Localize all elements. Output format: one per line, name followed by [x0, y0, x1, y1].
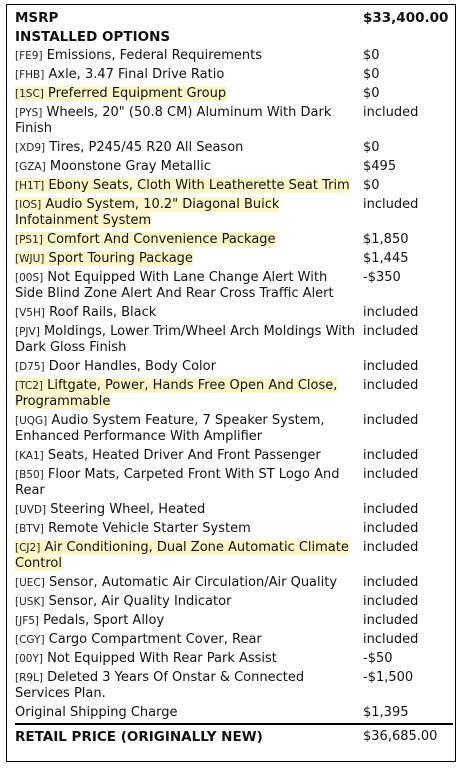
option-description: [15, 650, 363, 669]
option-description: [15, 177, 363, 196]
option-name: Comfort And Convenience Package: [47, 232, 276, 247]
option-price: included: [363, 594, 419, 609]
option-price: $0: [363, 178, 380, 193]
option-text: [15, 502, 205, 517]
option-price: included: [363, 632, 419, 647]
option-price: $1,850: [363, 232, 409, 247]
option-name: Seats, Heated Driver And Front Passenger: [47, 448, 321, 463]
option-name: Sensor, Automatic Air Circulation/Air Quality: [49, 575, 338, 590]
option-text: [15, 613, 164, 628]
option-text: [15, 467, 340, 498]
option-code: [PS1]: [15, 234, 43, 246]
option-description: [15, 323, 363, 358]
option-code: [KA1]: [15, 450, 44, 462]
option-row: [15, 631, 453, 650]
option-code: [FE9]: [15, 50, 43, 62]
option-description: [15, 669, 363, 704]
option-name: Steering Wheel, Heated: [50, 502, 206, 517]
option-row: [15, 158, 453, 177]
option-text: [15, 270, 334, 301]
option-row: [15, 593, 453, 612]
option-text: [15, 105, 331, 136]
option-code: [JF5]: [15, 615, 40, 627]
option-row: [15, 269, 453, 304]
option-code: [CJ2]: [15, 542, 41, 554]
option-description: [15, 574, 363, 593]
option-description: [15, 412, 363, 447]
option-row: [15, 139, 453, 158]
option-code: [PYS]: [15, 107, 43, 119]
option-row: [15, 231, 453, 250]
installed-options-heading: INSTALLED OPTIONS: [15, 29, 171, 45]
option-name: Wheels, 20" (50.8 CM) Aluminum With Dark Finish: [15, 105, 332, 136]
shipping-label: Original Shipping Charge: [15, 705, 178, 720]
option-code: [R9L]: [15, 672, 44, 684]
option-description: [15, 304, 363, 323]
option-description: [15, 47, 363, 66]
option-price: included: [363, 502, 419, 517]
option-name: Remote Vehicle Starter System: [48, 521, 251, 536]
highlighted-option-text: [15, 232, 276, 247]
option-code: [V5H]: [15, 307, 45, 319]
option-description: [15, 520, 363, 539]
option-rows: [15, 47, 453, 704]
option-price: $1,445: [363, 251, 409, 266]
option-description: [15, 85, 363, 104]
option-price: included: [363, 197, 419, 212]
option-name: Axle, 3.47 Final Drive Ratio: [48, 67, 225, 82]
option-description: [15, 250, 363, 269]
option-row: [15, 85, 453, 104]
total-row: [15, 724, 453, 747]
option-row: [15, 650, 453, 669]
option-code: [WJU]: [15, 253, 45, 265]
highlighted-option-text: [15, 540, 349, 571]
option-row: [15, 323, 453, 358]
option-name: Tires, P245/45 R20 All Season: [49, 140, 244, 155]
option-price: included: [363, 448, 419, 463]
option-code: [D75]: [15, 361, 45, 373]
option-text: [15, 651, 277, 666]
option-code: [CGY]: [15, 634, 45, 646]
option-price: included: [363, 359, 419, 374]
option-code: [00Y]: [15, 653, 43, 665]
option-row: [15, 669, 453, 704]
option-name: Door Handles, Body Color: [48, 359, 216, 374]
option-text: [15, 521, 251, 536]
option-description: [15, 104, 363, 139]
highlighted-option-text: [15, 86, 226, 101]
highlighted-option-text: [15, 378, 337, 409]
option-description: [15, 631, 363, 650]
option-price: $495: [363, 159, 397, 174]
option-description: [15, 593, 363, 612]
option-name: Ebony Seats, Cloth With Leatherette Seat Trim: [48, 178, 350, 193]
option-row: [15, 539, 453, 574]
option-name: Deleted 3 Years Of Onstar & Connected Services Plan.: [15, 670, 305, 701]
option-row: [15, 412, 453, 447]
option-description: [15, 196, 363, 231]
option-description: [15, 612, 363, 631]
option-text: [15, 632, 262, 647]
option-price: included: [363, 324, 419, 339]
shipping-row: [15, 704, 453, 724]
option-row: [15, 358, 453, 377]
option-description: [15, 358, 363, 377]
option-row: [15, 377, 453, 412]
option-text: [15, 159, 211, 174]
msrp-label: MSRP: [15, 10, 59, 26]
option-row: [15, 196, 453, 231]
option-code: [B50]: [15, 469, 44, 481]
option-name: Moldings, Lower Trim/Wheel Arch Moldings With Dark Gloss Finish: [15, 324, 356, 355]
option-row: [15, 304, 453, 323]
option-price: $0: [363, 48, 380, 63]
option-code: [BTV]: [15, 523, 44, 535]
section-header-row: [15, 28, 453, 47]
option-text: [15, 140, 243, 155]
option-code: [H1T]: [15, 180, 45, 192]
option-name: Not Equipped With Lane Change Alert With Side Blind Zone Alert And Rear Cross Traffic Alert: [15, 270, 334, 301]
option-code: [XD9]: [15, 142, 46, 154]
option-price: -$350: [363, 270, 401, 285]
total-label: RETAIL PRICE (ORIGINALLY NEW): [15, 724, 363, 747]
option-code: [TC2]: [15, 380, 44, 392]
option-description: [15, 466, 363, 501]
total-value: $36,685.00: [363, 724, 453, 747]
option-description: [15, 447, 363, 466]
msrp-row: [15, 9, 453, 28]
option-text: [15, 67, 224, 82]
highlighted-option-text: [15, 178, 350, 193]
option-row: [15, 177, 453, 196]
option-code: [FHB]: [15, 69, 45, 81]
option-description: [15, 231, 363, 250]
option-price: included: [363, 575, 419, 590]
option-name: Emissions, Federal Requirements: [46, 48, 263, 63]
window-sticker: [6, 4, 456, 762]
option-price: included: [363, 105, 419, 120]
option-text: [15, 324, 355, 355]
option-text: [15, 48, 262, 63]
option-name: Audio System Feature, 7 Speaker System, Enhanced Performance With Amplifier: [15, 413, 325, 444]
option-price: -$50: [363, 651, 393, 666]
option-row: [15, 501, 453, 520]
option-description: [15, 139, 363, 158]
option-code: [00S]: [15, 272, 44, 284]
shipping-value: $1,395: [363, 705, 409, 720]
option-name: Sensor, Air Quality Indicator: [48, 594, 232, 609]
highlighted-option-text: [15, 197, 279, 228]
option-name: Roof Rails, Black: [49, 305, 157, 320]
option-text: [15, 670, 304, 701]
options-table: [15, 9, 453, 747]
option-description: [15, 539, 363, 574]
option-description: [15, 377, 363, 412]
option-price: -$1,500: [363, 670, 414, 685]
option-row: [15, 104, 453, 139]
option-row: [15, 574, 453, 593]
option-description: [15, 66, 363, 85]
option-row: [15, 466, 453, 501]
option-code: [UQG]: [15, 415, 48, 427]
option-row: [15, 447, 453, 466]
option-code: [IOS]: [15, 199, 42, 211]
option-name: Pedals, Sport Alloy: [43, 613, 165, 628]
option-code: [USK]: [15, 596, 45, 608]
option-code: [PJV]: [15, 326, 40, 338]
option-row: [15, 612, 453, 631]
option-price: included: [363, 413, 419, 428]
msrp-value: $33,400.00: [363, 10, 449, 26]
option-name: Moonstone Gray Metallic: [49, 159, 211, 174]
option-description: [15, 158, 363, 177]
option-name: Not Equipped With Rear Park Assist: [47, 651, 277, 666]
option-row: [15, 520, 453, 539]
option-price: included: [363, 467, 419, 482]
option-code: [GZA]: [15, 161, 46, 173]
option-price: $0: [363, 86, 380, 101]
option-price: included: [363, 305, 419, 320]
option-name: Floor Mats, Carpeted Front With ST Logo And Rear: [15, 467, 340, 498]
highlighted-option-text: [15, 251, 193, 266]
option-row: [15, 250, 453, 269]
option-name: Sport Touring Package: [48, 251, 193, 266]
option-text: [15, 594, 231, 609]
option-text: [15, 305, 156, 320]
option-price: included: [363, 613, 419, 628]
option-name: Cargo Compartment Cover, Rear: [48, 632, 262, 647]
option-code: [UEC]: [15, 577, 45, 589]
option-name: Liftgate, Power, Hands Free Open And Close, Programmable: [15, 378, 338, 409]
option-row: [15, 66, 453, 85]
option-price: $0: [363, 67, 380, 82]
option-name: Preferred Equipment Group: [48, 86, 227, 101]
option-name: Air Conditioning, Dual Zone Automatic Climate Control: [15, 540, 349, 571]
option-description: [15, 269, 363, 304]
option-code: [UVD]: [15, 504, 47, 516]
option-price: included: [363, 378, 419, 393]
option-price: included: [363, 521, 419, 536]
option-text: [15, 359, 216, 374]
option-code: [1SC]: [15, 88, 44, 100]
option-name: Audio System, 10.2" Diagonal Buick Infotainment System: [15, 197, 280, 228]
option-price: included: [363, 540, 419, 555]
option-price: $0: [363, 140, 380, 155]
option-row: [15, 47, 453, 66]
option-text: [15, 413, 325, 444]
option-text: [15, 575, 337, 590]
option-description: [15, 501, 363, 520]
option-text: [15, 448, 321, 463]
